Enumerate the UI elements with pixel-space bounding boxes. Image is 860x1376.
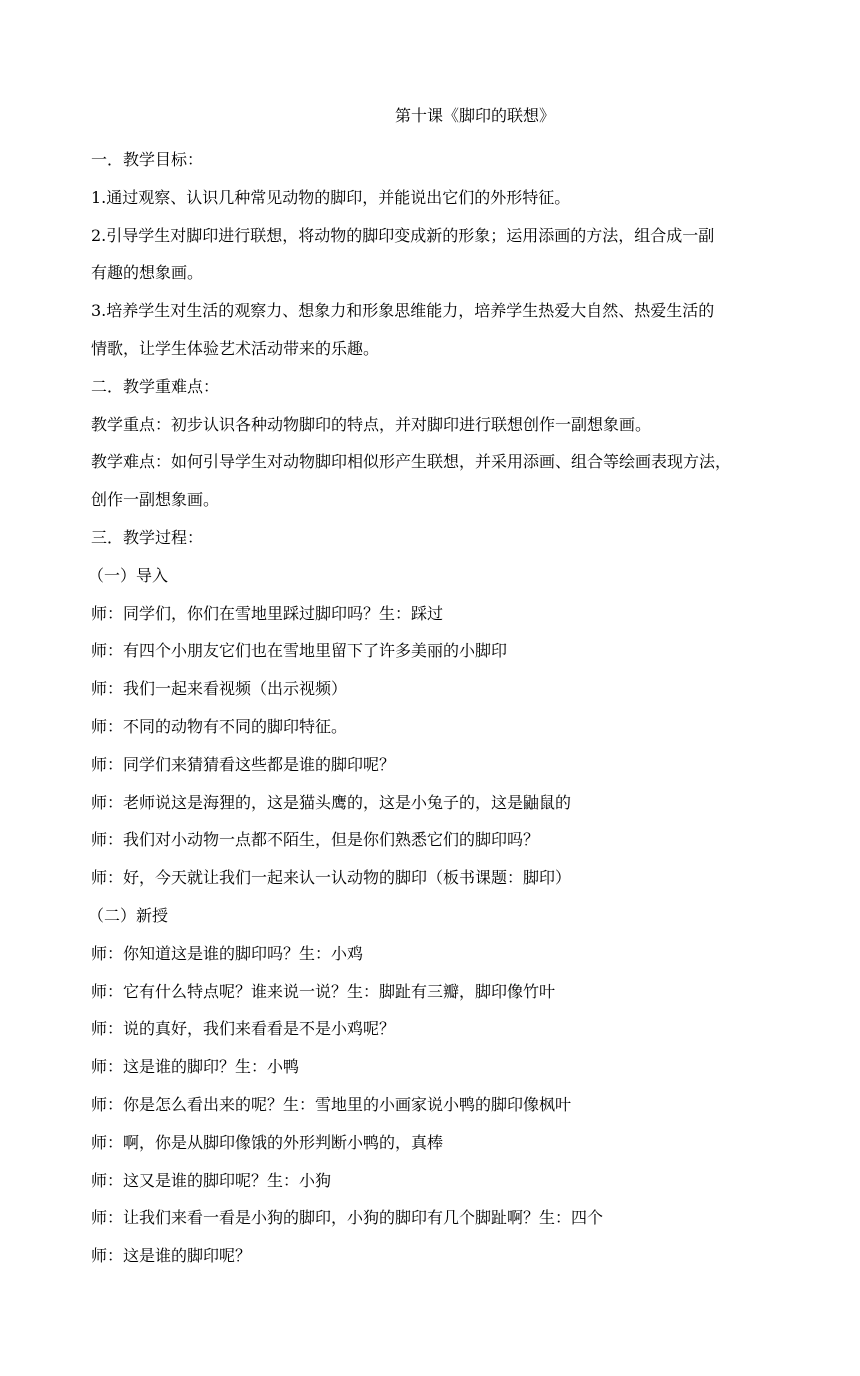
section-heading-objectives: 一．教学目标： xyxy=(91,150,204,169)
page-title: 第十课《脚印的联想》 xyxy=(394,106,555,125)
dialogue-line: 师：老师说这是海狸的，这是猫头鹰的，这是小兔子的，这是鼬鼠的 xyxy=(91,792,572,812)
dialogue-line: 师：我们对小动物一点都不陌生，但是你们熟悉它们的脚印吗？ xyxy=(91,830,540,850)
dialogue-line: 师：这又是谁的脚印呢？生：小狗 xyxy=(91,1170,332,1190)
dialogue-line: 师：这是谁的脚印？生：小鸭 xyxy=(91,1057,300,1077)
objective-line: 有趣的想象画。 xyxy=(91,263,204,283)
section-heading-process: 三．教学过程： xyxy=(91,527,204,547)
document-body xyxy=(88,104,769,1275)
dialogue-line: 师：你知道这是谁的脚印吗？生：小鸡 xyxy=(91,943,364,963)
dialogue-line: 师：同学们来猜猜看这些都是谁的脚印呢？ xyxy=(91,754,396,774)
section-heading-key-points: 二．教学重难点： xyxy=(91,376,220,396)
subsection-heading-new-lesson: （二）新授 xyxy=(88,905,169,925)
dialogue-line: 师：让我们来看一看是小狗的脚印，小狗的脚印有几个脚趾啊？生：四个 xyxy=(91,1208,604,1228)
dialogue-line: 师：你是怎么看出来的呢？生：雪地里的小画家说小鸭的脚印像枫叶 xyxy=(91,1094,572,1114)
objective-line: 3.培养学生对生活的观察力、想象力和形象思维能力，培养学生热爱大自然、热爱生活的 xyxy=(91,301,715,321)
objective-line: 2.引导学生对脚印进行联想，将动物的脚印变成新的形象；运用添画的方法，组合成一副 xyxy=(91,225,715,245)
dialogue-line: 师：好，今天就让我们一起来认一认动物的脚印（板书课题：脚印） xyxy=(91,868,572,888)
key-point-line: 创作一副想象画。 xyxy=(91,490,220,510)
dialogue-line: 师：有四个小朋友它们也在雪地里留下了许多美丽的小脚印 xyxy=(91,641,508,661)
dialogue-line: 师：说的真好，我们来看看是不是小鸡呢？ xyxy=(91,1019,396,1039)
key-point-line: 教学重点：初步认识各种动物脚印的特点，并对脚印进行联想创作一副想象画。 xyxy=(91,414,652,434)
dialogue-line: 师：同学们，你们在雪地里踩过脚印吗？生：踩过 xyxy=(91,603,444,623)
dialogue-line: 师：这是谁的脚印呢？ xyxy=(91,1246,252,1266)
dialogue-line: 师：它有什么特点呢？谁来说一说？生：脚趾有三瓣，脚印像竹叶 xyxy=(91,981,556,1001)
objective-line: 1.通过观察、认识几种常见动物的脚印，并能说出它们的外形特征。 xyxy=(91,187,571,207)
objective-line: 情歌，让学生体验艺术活动带来的乐趣。 xyxy=(91,338,380,358)
dialogue-line: 师：啊，你是从脚印像饿的外形判断小鸭的，真棒 xyxy=(91,1132,444,1152)
dialogue-line: 师：不同的动物有不同的脚印特征。 xyxy=(91,716,348,736)
dialogue-line: 师：我们一起来看视频（出示视频） xyxy=(91,679,348,699)
subsection-heading-intro: （一）导入 xyxy=(88,565,169,585)
key-point-line: 教学难点：如何引导学生对动物脚印相似形产生联想，并采用添画、组合等绘画表现方法， xyxy=(91,452,732,472)
